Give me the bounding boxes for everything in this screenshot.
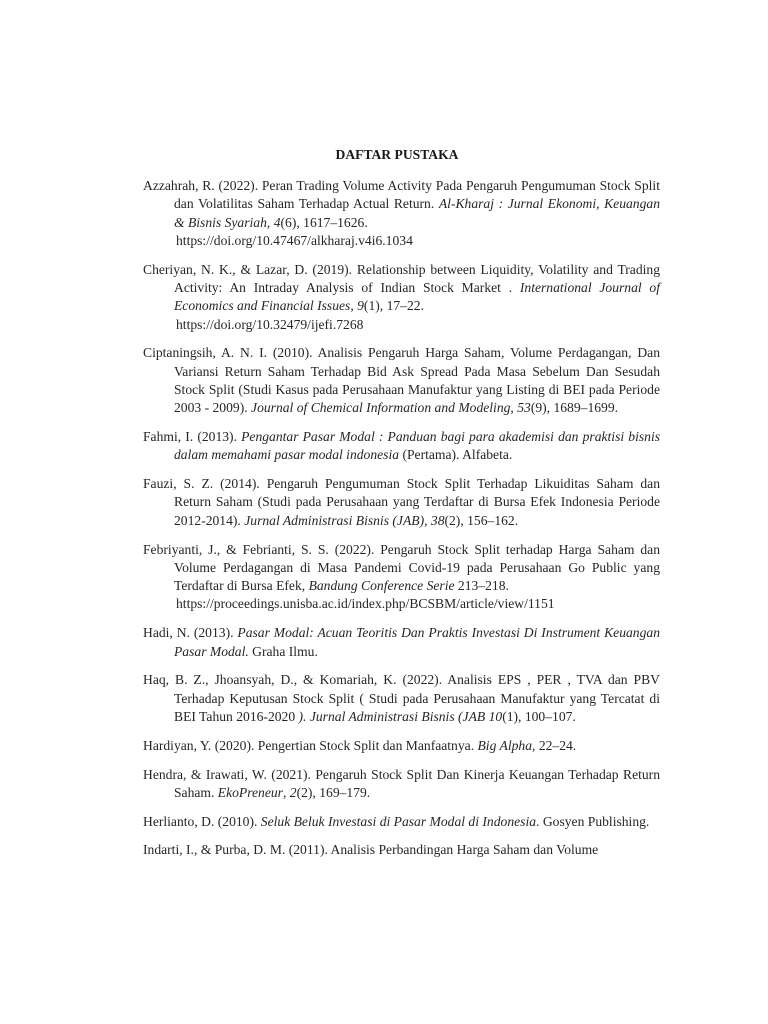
reference-italic-text: International Journal of Economics and Financial Issues <box>174 279 661 314</box>
reference-text: , 22–24. <box>532 737 577 753</box>
reference-doi-link[interactable]: https://proceedings.unisba.ac.id/index.php/BCSBM/article/view/1151 <box>176 596 555 612</box>
reference-italic-text: Journal of Chemical Information and Modeling <box>251 400 511 416</box>
page-title: DAFTAR PUSTAKA <box>335 147 459 162</box>
reference-text: Herlianto, D. (2010). <box>143 813 261 829</box>
reference-text: , <box>350 298 358 314</box>
reference-list <box>143 177 660 870</box>
reference-text: (2), 156–162. <box>444 512 519 528</box>
reference-text: , <box>266 214 274 230</box>
reference-text: Hardiyan, Y. (2020). Pengertian Stock Split dan Manfaatnya. <box>143 737 478 753</box>
reference-italic-text: 53 <box>517 400 531 416</box>
reference-italic-text: Seluk Beluk Investasi di Pasar Modal di Indonesia <box>260 813 537 829</box>
reference-text: Hendra, & Irawati, W. (2021). Pengaruh Stock Split Dan Kinerja Keuangan Terhadap Return Saham. <box>143 766 660 800</box>
reference-italic-text: Jurnal Administrasi Bisnis (JAB) <box>244 512 425 528</box>
reference-text: , <box>424 512 431 528</box>
reference-italic-text: 4 <box>273 214 281 230</box>
reference-text: Hadi, N. (2013). <box>143 625 238 641</box>
reference-text: (6), 1617–1626. <box>280 214 368 230</box>
reference-entry <box>143 261 660 334</box>
reference-entry <box>143 813 660 831</box>
reference-italic-text: Pasar Modal: Acuan Teoritis Dan Praktis Investasi Di Instrument Keuangan Pasar Modal. <box>174 625 660 659</box>
reference-text: Haq, B. Z., Jhoansyah, D., & Komariah, K. (2022). Analisis EPS , PER , TVA dan PBV Terhadap Keputusan Stock Split ( Studi pada Perusahaan Manufaktur yang Tercatat di BEI Tahun 2016-2020 <box>143 672 660 724</box>
reference-entry <box>143 344 660 417</box>
reference-entry <box>143 541 660 614</box>
reference-text: (1), 17–22. <box>363 298 424 314</box>
reference-text: 213–218. <box>454 578 509 594</box>
reference-text: Indarti, I., & Purba, D. M. (2011). Analisis Perbandingan Harga Saham dan Volume <box>143 842 599 858</box>
reference-italic-text: Al-Kharaj : Jurnal Ekonomi, Keuangan & Bisnis Syariah <box>174 196 660 230</box>
reference-italic-text: Big Alpha <box>477 737 533 753</box>
reference-text: . Gosyen Publishing. <box>536 813 650 829</box>
reference-entry <box>143 475 660 530</box>
reference-entry <box>143 671 660 726</box>
reference-italic-text: ). Jurnal Administrasi Bisnis (JAB 10 <box>298 708 503 724</box>
reference-italic-text: Bandung Conference Serie <box>308 578 455 594</box>
reference-entry <box>143 766 660 803</box>
reference-text: Febriyanti, J., & Febrianti, S. S. (2022). Pengaruh Stock Split terhadap Harga Saham dan Volume Perdagangan di Masa Pandemi Covid-19 pada Perusahaan Go Public yang Terdaftar di Bursa Efek, <box>143 541 660 594</box>
reference-italic-text: Pengantar Pasar Modal : Panduan bagi para akademisi dan praktisi bisnis dalam memahami pasar modal indonesia <box>174 429 661 463</box>
reference-text: Graha Ilmu. <box>248 643 318 659</box>
reference-text: (Pertama). Alfabeta. <box>399 447 513 463</box>
reference-entry <box>143 428 660 465</box>
reference-italic-text: 9 <box>357 298 364 314</box>
reference-text: , <box>282 784 290 800</box>
reference-entry <box>143 841 660 859</box>
reference-text: (2), 169–179. <box>296 784 371 800</box>
reference-text: (1), 100–107. <box>502 708 576 724</box>
reference-text: (9), 1689–1699. <box>530 400 619 416</box>
reference-text: , <box>510 400 518 416</box>
reference-italic-text: 38 <box>430 512 445 528</box>
reference-text: Azzahrah, R. (2022). Peran Trading Volume Activity Pada Pengaruh Pengumuman Stock Split dan Volatilitas Saham Terhadap Actual Return. <box>143 178 660 212</box>
reference-italic-text: EkoPreneur <box>217 784 283 800</box>
reference-italic-text: 2 <box>289 784 297 800</box>
reference-entry <box>143 737 660 755</box>
reference-doi-link[interactable]: https://doi.org/10.32479/ijefi.7268 <box>176 316 364 332</box>
reference-entry <box>143 624 660 661</box>
reference-text: Ciptaningsih, A. N. I. (2010). Analisis Pengaruh Harga Saham, Volume Perdagangan, Dan Variansi Return Saham Terhadap Bid Ask Spread Pada Masa Sebelum Dan Sesudah Stock Split (Studi Kasus pada Perusahaan Manufaktur yang Listing di BEI pada Periode 2003 - 2009). <box>143 345 660 416</box>
reference-entry <box>143 177 660 250</box>
reference-doi-link[interactable]: https://doi.org/10.47467/alkharaj.v4i6.1034 <box>176 232 413 248</box>
reference-text: Fauzi, S. Z. (2014). Pengaruh Pengumuman Stock Split Terhadap Likuiditas Saham dan Return Saham (Studi pada Perusahaan yang Terdaftar di Bursa Efek Indonesia Periode 2012-2014). <box>143 476 660 528</box>
reference-text: Fahmi, I. (2013). <box>143 429 242 445</box>
reference-text: Cheriyan, N. K., & Lazar, D. (2019). Relationship between Liquidity, Volatility and Trading Activity: An Intraday Analysis of Indian Stock Market . <box>143 261 660 295</box>
